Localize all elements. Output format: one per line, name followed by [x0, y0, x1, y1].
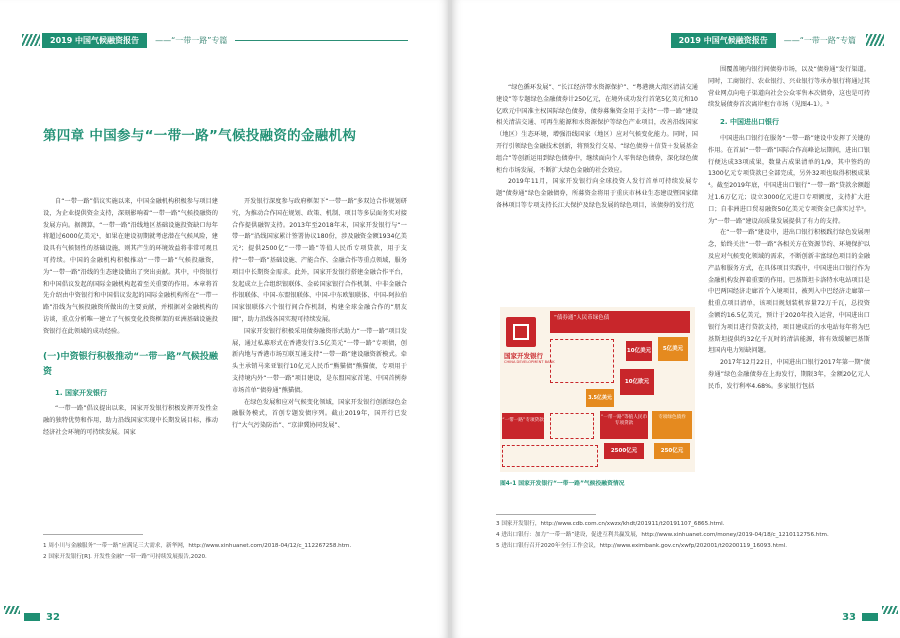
- report-title-tag: 2019 中国气候融资报告: [671, 33, 776, 48]
- paragraph: 2017年12月22日，中国进出口银行2017年第一期“债券通”绿色金融债券在上海发行，期限3年，金额20亿元人民币，发行利率4.68%。多家银行包括: [708, 359, 870, 390]
- bank-name-cn: 国家开发银行: [504, 352, 543, 360]
- report-subtitle: ——“一带一路”专篇: [783, 36, 856, 45]
- header-stripes: [866, 34, 884, 46]
- chapter-title: 第四章 中国参与“一带一路”气候投融资的金融机构: [43, 128, 357, 144]
- footnote: 1 周小川与金融服务“一带一路”应满足三大需求，新华网，http://www.xinhuanet.com/2018-04/12/c_112267258.htm.: [43, 543, 352, 549]
- right-column-1: [496, 82, 698, 212]
- report-subtitle: ——“一带一路”专篇: [155, 36, 228, 45]
- paragraph: “一带一路”倡议提出以来，国家开发银行积极发挥开发性金融的独特优势和作用，助力沿线国家实现中长期发展目标，推动经济社会环境的可持续发展。国家: [43, 405, 218, 436]
- footnote: 5 进出口银行召开2020年全行工作会议，http://www.eximbank.gov.cn/xwfp/202001/t20200119_16093.html.: [496, 543, 788, 549]
- page-footer-right: [836, 612, 878, 622]
- footer-stripes: [4, 606, 20, 614]
- report-title-tag: 2019 中国气候融资报告: [42, 33, 147, 48]
- footer-bar: [862, 613, 878, 621]
- figure-cdb-infographic: [500, 307, 695, 472]
- header-stripes: [22, 34, 40, 46]
- paragraph: 自“一带一路”倡议实施以来，中国金融机构积极参与项目建设，为企业提供资金支持，深刻影响着“一带一路”气候投融资的发展方向。据测算，“一带一路”沿线地区基础设施投资缺口每年将超过6000亿美元¹，如果在建设初期就考虑潜在气候风险，建设具有气候韧性的基础设施，则其产生的环境效益将非常可观且可持续。中国的金融机构积极推动“一带一路”气候投融资，为“一带一路”沿线的生态建设做出了突出贡献。其中，中资银行和中国倡议发起的国际金融机构起着至关重要的作用。本章将首先介绍由中资银行和中国倡议发起的国际金融机构所在“一带一路”沿线为气候投融资所做出的主要贡献，并根据对金融机构的访谈，重点分析唯一建立了气候变化投资框架的亚洲基础设施投资银行在此领域的成功经验。: [43, 198, 218, 335]
- right-column-2: [708, 64, 870, 393]
- paragraph: “绿色循环发展”、“长江经济带水资源保护”、“粤港澳大湾区清洁交通建设”等专题绿色金融债券计250亿元，在境外成功发行首笔5亿美元和10亿欧元中国准主权国际绿色债券，债券募集资金用于支持“一带一路”建设相关清洁交通、可再生能源和水资源保护等绿色产业项目，改善沿线国家（地区）生态环境，增强沿线国家（地区）应对气候变化能力。同时，国开行引领绿色金融技术创新，将预发行交易、“绿色债券＋信贷＋发展基金组合”等创新运用到绿色债券中，继续面向个人零售绿色债券，深化绿色债柜台市场发展，不断扩大绿色金融的社会效应。: [496, 84, 698, 174]
- footnote-rule: [43, 534, 143, 535]
- page-footer-left: [24, 612, 66, 622]
- figure-box-e: “一带一路”专项贷款: [502, 413, 544, 439]
- footnotes: [43, 541, 408, 563]
- footnote: 3 国家开发银行，http://www.cdb.com.cn/xwzx/khdt/201911/t20191107_6865.html.: [496, 521, 725, 527]
- left-column-1: [43, 196, 218, 439]
- figure-box-i: 250亿元: [654, 443, 690, 459]
- figure-box-f: “一带一路”等值人民币专项贷款: [600, 411, 648, 439]
- page-header-left: [42, 33, 408, 48]
- bank-name-en: CHINA DEVELOPMENT BANK: [504, 360, 555, 364]
- section-heading: (一)中资银行积极推动“一带一路”气候投融资: [43, 351, 218, 377]
- figure-banner: [550, 311, 690, 333]
- footer-bar: [24, 613, 40, 621]
- footnote-rule: [496, 514, 596, 515]
- right-page: [452, 0, 900, 638]
- figure-box-a: 10亿美元: [626, 341, 652, 361]
- left-column-2: [232, 196, 407, 432]
- page-number: 33: [842, 611, 856, 623]
- left-page: [0, 0, 448, 638]
- footnote: 2 国家开发银行[R]. 开发性金融“一带一路”可持续发展报告,2020.: [43, 554, 207, 560]
- paragraph: 国家开发银行积极采用债券融资形式助力“一带一路”项目发展，通过私募形式在香港发行3.5亿美元“一带一路”专项债，创新内地与香港市场互联互通支持“一带一路”建设融资新模式。牵头主承销马来亚银行10亿元人民币“熊猫债”熊猫债，专项用于支持境内外“一带一路”项目建设，是东盟国家首笔、中国首例券市场首单“债券通”熊猫债。: [232, 327, 407, 394]
- footnote: 4 进出口银行：加力“一带一路”建设，促进互利共赢发展，http://www.xinhuanet.com/money/2019-04/18/c_1210112756.htm.: [496, 532, 829, 538]
- banner-label: “债券通”人民币绿色债: [554, 315, 610, 321]
- figure-note-box-3: [502, 445, 598, 467]
- paragraph: 在绿色发展和应对气候变化领域，国家开发银行创新绿色金融服务模式，首创专题发债序列。截止2019年，国开行已发行“大气污染防治”、“京津冀协同发展”、: [232, 398, 407, 430]
- figure-box-b: 5亿美元: [658, 337, 688, 361]
- subsection-heading: 2. 中国进出口银行: [720, 118, 779, 127]
- figure-caption: 图4-1 国家开发银行“一带一路”气候投融资情况: [500, 481, 625, 487]
- cdb-logo-icon: [506, 317, 536, 347]
- figure-note-box: [550, 339, 614, 383]
- paragraph: 开发银行深度参与政府框架下“一带一路”多双边合作规划研究，为推动合作国在规划、政策、机制、项目等多层面务实对接合作提供融智支持。2013年至2018年末，国家开发银行与“一带一路”沿线国家累计签署协议180份，涉及融资金额1934亿美元²；提供2500亿“一带一路”等值人民币专项贷款，用于支持“一带一路”基础设施、产能合作、金融合作等重点领域，服务项目中长期资金需求。此外，国家开发银行搭建金融合作平台，发起成立上合组织银联体、金砖国家银行合作机制、中非金融合作银联体、中国-东盟银联体、中国-中东欧银联体、中国-阿拉伯国家银联体六个银行间合作机制，构建全球金融合作的“朋友圈”，助力沿线各国实现可持续发展。: [232, 198, 407, 323]
- footnotes: [496, 519, 870, 552]
- figure-box-h: 专项绿色债券: [652, 411, 692, 439]
- figure-box-g: 2500亿元: [604, 443, 644, 459]
- page-number: 32: [46, 611, 60, 623]
- paragraph: 围覆盖境内银行间债券市场，以及“债券通”发行渠道。同时，工商银行、农业银行、兴业银行等承办银行将通过其营业网点向电子渠道向社会公众零售本次债券，这也是可持续发展债券首次离岸柜台市场（见图4-1）。³: [708, 66, 870, 109]
- footer-stripes: [882, 606, 898, 614]
- figure-note-box-2: [550, 413, 594, 439]
- paragraph: 在“一带一路”建设中，进出口银行积极践行绿色发展理念，始终关注“一带一路”各相关方在资源节约、环境保护以及应对气候变化领域的需求，不断创新丰富绿色项目的金融产品和服务方式，在具体项目实践中，中国进出口银行作为金融机构发挥着重要的作用。巴基斯坦卡洛特水电站项目是中巴两国经济走廊首个入境项目，被列入中巴经济走廊第一批重点项目清单，该项目规划装机容量72万千瓦，总投资金额约16.5亿美元，预计于2020年投入运营，中国进出口银行为项目进行贷款支持，项目建成后的水电站每年将为巴基斯坦提供约32亿千瓦时的清洁能源，将有效缓解巴基斯坦国内电力短缺问题。: [708, 229, 870, 355]
- subsection-heading: 1. 国家开发银行: [55, 388, 107, 397]
- figure-box-d: 3.5亿美元: [586, 389, 614, 407]
- paragraph: 2019年11月，国家开发银行向全球投资人发行首单可持续发展专题“债券通”绿色金融债券，所募资金将用于重庆市林业生态建设暨国家储备林项目等专项支持长江大保护及绿色发展的绿色项目，该债券的发行范: [496, 178, 698, 209]
- header-rule: [235, 40, 408, 41]
- page-header-right: [638, 33, 864, 48]
- figure-box-c: 10亿欧元: [620, 369, 654, 395]
- paragraph: 中国进出口银行在服务“一带一路”建设中发挥了关键的作用。在首届“一带一路”国际合作高峰论坛期间，进出口银行便达成33项成果，数量占成果清单的1/9，其中签约的1300亿元专项贷款已全部完成，另外32项也取得积极成果⁴。截至2019年底，中国进出口银行“一带一路”贷款余额超过1.6万亿元；设立3000亿元进口专项额度，支持扩大进口；自非洲进口贸易融资50亿美元专项资金已落实过半⁵。为“一带一路”建设高质量发展提供了有力的支持。: [708, 134, 870, 225]
